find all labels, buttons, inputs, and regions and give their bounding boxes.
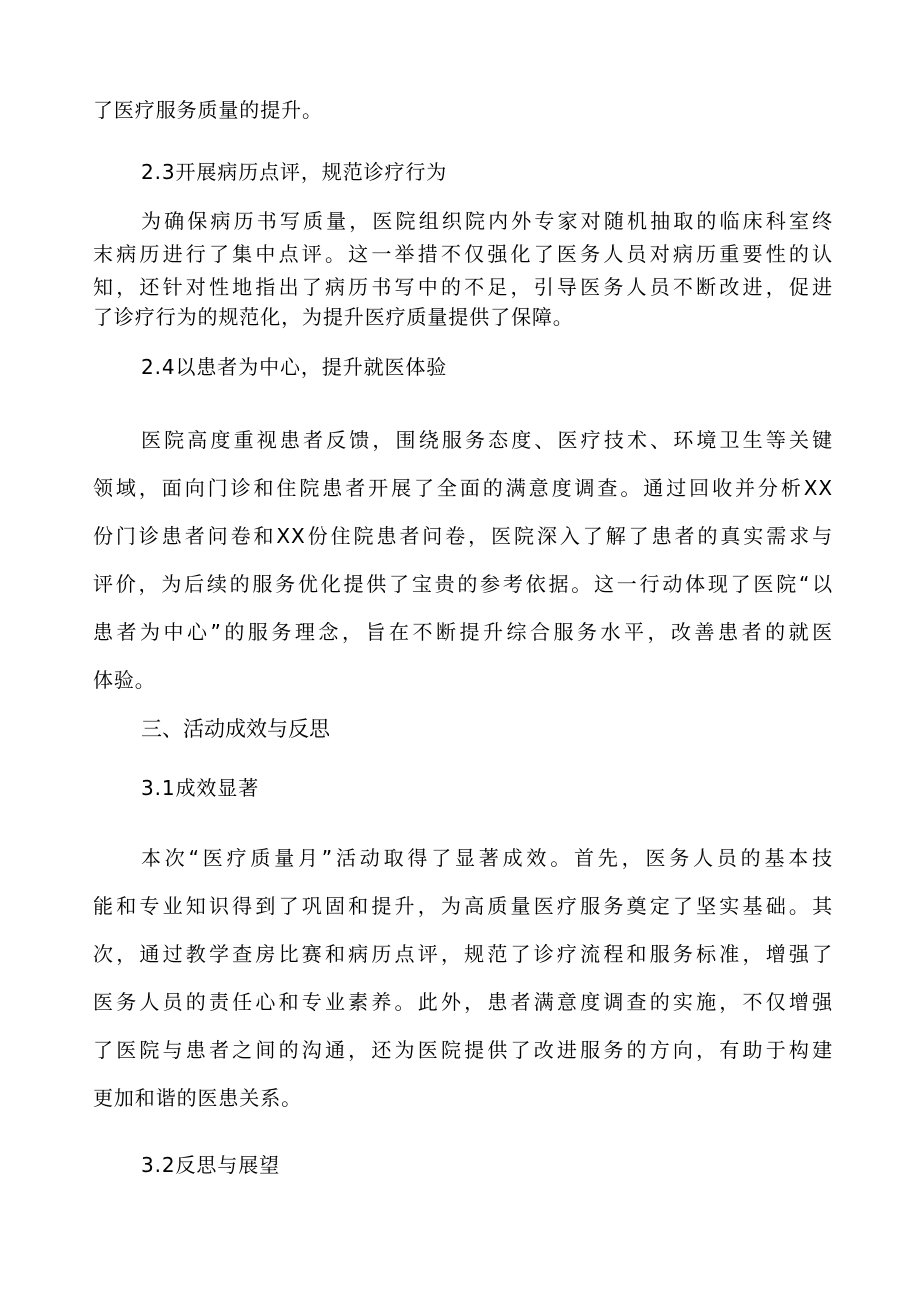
paragraph-line: 了诊疗行为的规范化，为提升医疗质量提供了保障。: [93, 305, 574, 329]
paragraph-line: 体验。: [93, 668, 156, 692]
paragraph-line: 知，还针对性地指出了病历书写中的不足，引导医务人员不断改进，促进: [93, 275, 833, 299]
paragraph-line: 领域，面向门诊和住院患者开展了全面的满意度调查。通过回收并分析XX: [93, 476, 833, 500]
subheading-3-1: 3.1成效显著: [141, 776, 260, 800]
paragraph-line: 了医疗服务质量的提升。: [93, 98, 323, 122]
paragraph-line: 更加和谐的医患关系。: [93, 1086, 302, 1110]
paragraph-line: 本次“医疗质量月”活动取得了显著成效。首先，医务人员的基本技: [141, 846, 833, 870]
paragraph-line: 能和专业知识得到了巩固和提升，为高质量医疗服务奠定了坚实基础。其: [93, 894, 833, 918]
paragraph-line: 评价，为后续的服务优化提供了宝贵的参考依据。这一行动体现了医院“以: [93, 572, 833, 596]
subheading-2-4: 2.4以患者为中心，提升就医体验: [141, 355, 448, 379]
paragraph-line: 患者为中心”的服务理念，旨在不断提升综合服务水平，改善患者的就医: [93, 620, 833, 644]
paragraph-line: 为确保病历书写质量，医院组织院内外专家对随机抽取的临床科室终: [141, 209, 833, 233]
paragraph-line: 医务人员的责任心和专业素养。此外，患者满意度调查的实施，不仅增强: [93, 990, 833, 1014]
paragraph-line: 医院高度重视患者反馈，围绕服务态度、医疗技术、环境卫生等关键: [141, 428, 833, 452]
subheading-2-3: 2.3开展病历点评，规范诊疗行为: [141, 160, 448, 184]
paragraph-line: 了医院与患者之间的沟通，还为医院提供了改进服务的方向，有助于构建: [93, 1038, 833, 1062]
paragraph-line: 次，通过教学查房比赛和病历点评，规范了诊疗流程和服务标准，增强了: [93, 942, 833, 966]
section-heading-3: 三、活动成效与反思: [141, 718, 330, 741]
paragraph-line: 份门诊患者问卷和XX份住院患者问卷，医院深入了解了患者的真实需求与: [93, 524, 833, 548]
paragraph-line: 末病历进行了集中点评。这一举措不仅强化了医务人员对病历重要性的认: [93, 242, 833, 266]
subheading-3-2: 3.2反思与展望: [141, 1153, 281, 1177]
